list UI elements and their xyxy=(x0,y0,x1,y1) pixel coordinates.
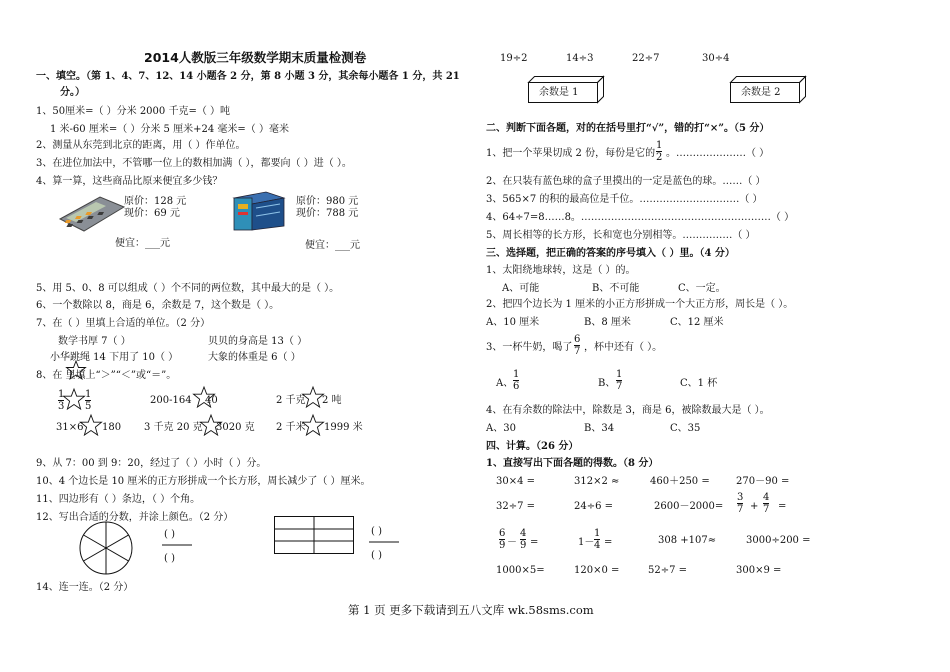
compare-2-left: 200-164 xyxy=(150,395,192,406)
q5: 5、用 5、0、8 可以组成（ ）个不同的两位数，其中最大的是（ ）。 xyxy=(36,283,340,294)
judge-5: 5、周长相等的长方形，长和宽也分别相等。……………（ ） xyxy=(486,230,756,241)
remainder-box-2-label: 余数是 2 xyxy=(741,87,781,98)
circle-divided-figure xyxy=(78,520,134,576)
calc-8-fraction-a xyxy=(737,492,743,515)
choice-1: 1、太阳绕地球转，这是（ ）的。 xyxy=(486,265,636,276)
fraction-answer-bar xyxy=(162,544,192,546)
q3: 3、在进位加法中，不管哪一位上的数相加满（ ），都要向（ ）进（ ）。 xyxy=(36,158,352,169)
division-expr-1: 19÷2 xyxy=(500,53,528,64)
q1-line-b: 1 米-60 厘米=（ ）分米 5 厘米+24 毫米=（ ）毫米 xyxy=(50,124,289,135)
q12: 12、写出合适的分数，并涂上颜色。（2 分） xyxy=(36,512,234,523)
judge-1-fraction xyxy=(656,140,662,163)
page-title: 2014人教版三年级数学期末质量检测卷 xyxy=(144,50,367,65)
section-1-heading: 一、填空。（第 1、4、7、12、14 小题各 2 分，第 8 小题 3 分，其余每小题各 1 分，共 21 xyxy=(36,71,460,82)
remainder-box-1-label: 余数是 1 xyxy=(539,87,579,98)
section-4-heading: 四、计算。（26 分） xyxy=(486,441,579,452)
division-expr-4: 30÷4 xyxy=(702,53,730,64)
choice-3-fraction xyxy=(574,334,580,357)
judge-4: 4、64÷7=8……8。…………………………………………………（ ） xyxy=(486,212,795,223)
choice-3-c: C、1 杯 xyxy=(680,378,718,389)
section-2-heading: 二、判断下面各题，对的在括号里打“√”，错的打“×”。（5 分） xyxy=(486,123,770,134)
fraction-denominator: 2 xyxy=(656,152,663,163)
choice-3-tail: ，杯中还有（ ）。 xyxy=(584,342,663,353)
fraction-denominator: 5 xyxy=(85,401,92,412)
item1-original-price: 原价：128 元 xyxy=(124,196,187,207)
calc-10-fraction xyxy=(594,528,600,551)
fraction-numerator: 1 xyxy=(85,389,92,400)
calc-15: 52÷7 = xyxy=(648,565,688,576)
fraction-answer-denominator: ( ) xyxy=(371,550,382,561)
fraction-numerator: 6 xyxy=(574,334,581,345)
compare-2-right: 40 xyxy=(205,395,218,406)
item2-current-price: 现价：788 元 xyxy=(296,208,359,219)
page-footer: 第 1 页 更多下载请到五八文库 wk.58sms.com xyxy=(348,603,594,617)
choice-2-c: C、12 厘米 xyxy=(670,317,724,328)
calc-1: 30×4 = xyxy=(496,476,536,487)
q7-item-c: 小华跳绳 14 下用了 10（ ） xyxy=(50,352,179,363)
calc-6: 24÷6 = xyxy=(574,501,614,512)
fraction-numerator: 6 xyxy=(499,528,506,539)
q6: 6、一个数除以 8，商是 6，余数是 7，这个数是（ ）。 xyxy=(36,300,280,311)
choice-2: 2、把四个边长为 1 厘米的小正方形拼成一个大正方形，周长是（ ）。 xyxy=(486,299,794,310)
q7-item-d: 大象的体重是 6（ ） xyxy=(208,352,301,363)
choice-1-c: C、一定。 xyxy=(678,283,726,294)
choice-1-a: A、可能 xyxy=(502,283,540,294)
choice-4: 4、在有余数的除法中，除数是 3，商是 6，被除数最大是（ ）。 xyxy=(486,405,770,416)
fraction-answer-numerator: ( ) xyxy=(164,529,175,540)
compare-4-left: 31×6 xyxy=(56,422,84,433)
choice-3-b-label: B、 xyxy=(598,378,616,389)
fraction-numerator: 4 xyxy=(520,528,527,539)
judge-1-tail: 。…………………（ ） xyxy=(666,148,770,159)
fraction-numerator: 1 xyxy=(616,369,623,380)
choice-3-b-fraction xyxy=(616,369,622,392)
calc-9-fraction-b xyxy=(520,528,526,551)
calc-11: 308 +107≈ xyxy=(658,535,717,546)
item2-original-price: 原价：980 元 xyxy=(296,196,359,207)
item2-discount-blank: 便宜：___元 xyxy=(305,240,360,251)
q7-item-b: 贝贝的身高是 13（ ） xyxy=(208,336,308,347)
fraction-numerator: 1 xyxy=(58,389,65,400)
fraction-denominator: 7 xyxy=(574,346,581,357)
rectangle-grid-figure xyxy=(274,516,354,554)
fraction-denominator: 9 xyxy=(499,540,506,551)
section-1-heading-cont: 分。） xyxy=(60,87,85,98)
calc-12: 3000÷200 = xyxy=(746,535,811,546)
choice-3-a-fraction xyxy=(513,369,519,392)
calc-7: 2600－2000= xyxy=(654,501,724,512)
q14: 14、连一连。（2 分） xyxy=(36,582,134,593)
star-icon xyxy=(302,386,324,408)
calc-13: 1000×5= xyxy=(496,565,545,576)
q11: 11、四边形有（ ）条边，（ ）个角。 xyxy=(36,494,201,505)
calc-8-plus: + xyxy=(750,501,759,512)
fraction-denominator: 9 xyxy=(520,540,527,551)
choice-1-b: B、不可能 xyxy=(592,283,640,294)
compare-fraction-right xyxy=(85,389,91,412)
compare-6-left: 2 千米 xyxy=(276,422,306,433)
books-image xyxy=(232,190,288,234)
choice-4-c: C、35 xyxy=(670,423,701,434)
choice-3: 3、一杯牛奶，喝了 xyxy=(486,342,573,353)
division-expr-3: 22÷7 xyxy=(632,53,660,64)
calc-3: 460＋250 = xyxy=(650,476,710,487)
choice-3-a-label: A、 xyxy=(496,378,514,389)
fraction-denominator: 3 xyxy=(58,401,65,412)
star-icon xyxy=(80,414,102,436)
star-icon xyxy=(66,360,86,380)
compare-3-right: 2 吨 xyxy=(322,395,342,406)
fraction-numerator: 3 xyxy=(737,492,744,503)
q7: 7、在（ ）里填上合适的单位。（2 分） xyxy=(36,318,211,329)
q4: 4、算一算，这些商品比原来便宜多少钱？ xyxy=(36,176,223,187)
item1-discount-blank: 便宜：___元 xyxy=(115,238,170,249)
compare-3-left: 2 千克 xyxy=(276,395,306,406)
calc-10-equals: = xyxy=(604,537,613,548)
q2: 2、测量从东莞到北京的距离，用（ ）作单位。 xyxy=(36,140,246,151)
fraction-denominator: 7 xyxy=(737,504,744,515)
calc-9-equals: = xyxy=(530,537,539,548)
compare-5-left: 3 千克 20 克 xyxy=(144,422,203,433)
fraction-denominator: 6 xyxy=(513,381,520,392)
division-expr-2: 14÷3 xyxy=(566,53,594,64)
fraction-numerator: 1 xyxy=(594,528,601,539)
choice-2-b: B、8 厘米 xyxy=(584,317,631,328)
fraction-answer-numerator: ( ) xyxy=(371,526,382,537)
calc-4: 270－90 = xyxy=(736,476,790,487)
star-icon xyxy=(302,414,324,436)
choice-4-a: A、30 xyxy=(486,423,516,434)
choice-2-a: A、10 厘米 xyxy=(486,317,540,328)
calc-8-equals: = xyxy=(778,501,787,512)
calc-14: 120×0 = xyxy=(574,565,620,576)
calc-9-fraction-a xyxy=(499,528,505,551)
judge-1: 1、把一个苹果切成 2 份，每份是它的 xyxy=(486,148,656,159)
q1-line-a: 1、50厘米=（ ）分米 2000 千克=（ ）吨 xyxy=(36,106,231,117)
calc-16: 300×9 = xyxy=(736,565,782,576)
judge-3: 3、565×7 的积的最高位是千位。…………………………（ ） xyxy=(486,194,763,205)
q8: 8、在 里填上“＞”“＜”或“＝”。 xyxy=(36,370,177,381)
judge-2: 2、在只装有蓝色球的盒子里摸出的一定是蓝色的球。……（ ） xyxy=(486,176,766,187)
fraction-answer-denominator: ( ) xyxy=(164,553,175,564)
calc-10-prefix: 1－ xyxy=(578,537,595,548)
calc-5: 32÷7 = xyxy=(496,501,536,512)
calc-9-minus: － xyxy=(507,537,517,548)
fraction-numerator: 4 xyxy=(763,492,770,503)
star-icon xyxy=(63,388,85,410)
calc-2: 312×2 ≈ xyxy=(574,476,620,487)
fraction-numerator: 1 xyxy=(656,140,663,151)
calculator-image xyxy=(56,193,126,233)
fraction-numerator: 1 xyxy=(513,369,520,380)
compare-5-right: 3020 克 xyxy=(216,422,255,433)
fraction-denominator: 7 xyxy=(763,504,770,515)
q9: 9、从 7：00 到 9：20，经过了（ ）小时（ ）分。 xyxy=(36,458,267,469)
q7-item-a: 数学书厚 7（ ） xyxy=(58,336,131,347)
fraction-answer-bar xyxy=(369,541,399,543)
compare-4-right: 180 xyxy=(102,422,122,433)
choice-4-b: B、34 xyxy=(584,423,615,434)
fraction-denominator: 7 xyxy=(616,381,623,392)
compare-6-right: 1999 米 xyxy=(324,422,363,433)
item1-current-price: 现价：69 元 xyxy=(124,208,180,219)
fraction-denominator: 4 xyxy=(594,540,601,551)
q10: 10、4 个边长是 10 厘米的正方形拼成一个长方形，周长减少了（ ）厘米。 xyxy=(36,476,371,487)
calc-8-fraction-b xyxy=(763,492,769,515)
section-4-subheading: 1、直接写出下面各题的得数。（8 分） xyxy=(486,458,659,469)
section-3-heading: 三、选择题，把正确的答案的序号填入（ ）里。（4 分） xyxy=(486,248,735,259)
